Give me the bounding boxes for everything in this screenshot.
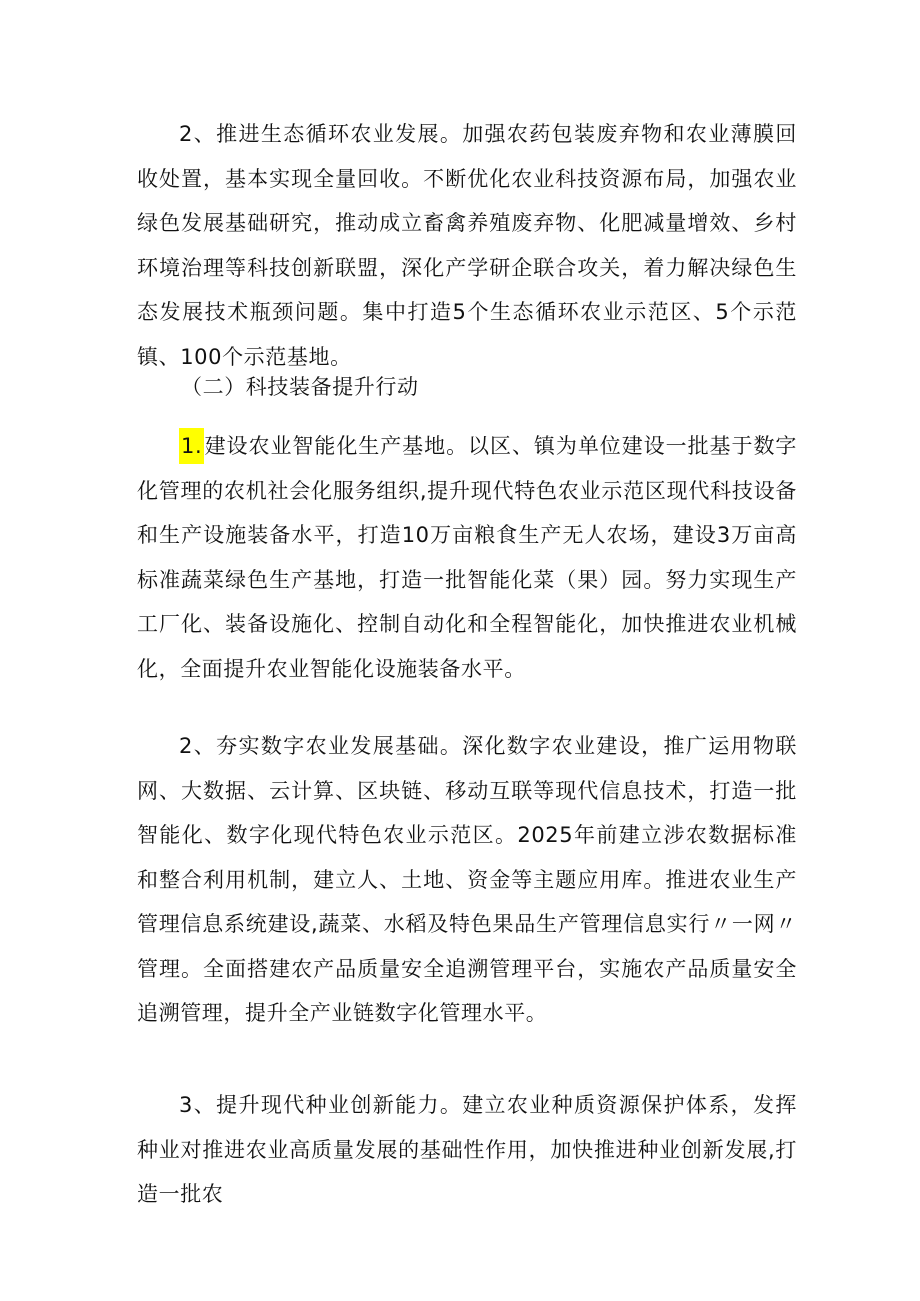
paragraph-text: 建设农业智能化生产基地。以区、镇为单位建设一批基于数字化管理的农机社会化服务组织,提升现代特色农业示范区现代科技设备和生产设施装备水平，打造10万亩粮食生产无人农场，建设3万亩高标准蔬菜绿色生产基地，打造一批智能化菜（果）园。努力实现生产工厂化、装备设施化、控制自动化和全程智能化，加快推进农业机械化，全面提升农业智能化设施装备水平。 — [137, 434, 797, 681]
paragraph-eco-circular-agriculture — [137, 112, 797, 379]
highlighted-list-number: 1. — [179, 428, 204, 464]
paragraph-smart-production-base — [137, 424, 797, 691]
paragraph-seed-industry — [137, 1083, 797, 1217]
paragraph-text: 3、提升现代种业创新能力。建立农业种质资源保护体系，发挥种业对推进农业高质量发展的基础性作用，加快推进种业创新发展,打造一批农 — [137, 1093, 797, 1206]
paragraph-text: 2、推进生态循环农业发展。加强农药包装废弃物和农业薄膜回收处置，基本实现全量回收。不断优化农业科技资源布局，加强农业绿色发展基础研究，推动成立畜禽养殖废弃物、化肥减量增效、乡村环境治理等科技创新联盟，深化产学研企联合攻关，着力解决绿色生态发展技术瓶颈问题。集中打造5个生态循环农业示范区、5个示范镇、100个示范基地。 — [137, 122, 797, 369]
paragraph-digital-agriculture — [137, 724, 797, 1036]
section-heading-tech-equipment: （二）科技装备提升行动 — [181, 375, 419, 399]
paragraph-text: 2、夯实数字农业发展基础。深化数字农业建设，推广运用物联网、大数据、云计算、区块链、移动互联等现代信息技术，打造一批智能化、数字化现代特色农业示范区。2025年前建立涉农数据标准和整合利用机制，建立人、土地、资金等主题应用库。推进农业生产管理信息系统建设,蔬菜、水稻及特色果品生产管理信息实行〃一网〃管理。全面搭建农产品质量安全追溯管理平台，实施农产品质量安全追溯管理，提升全产业链数字化管理水平。 — [137, 734, 797, 1025]
